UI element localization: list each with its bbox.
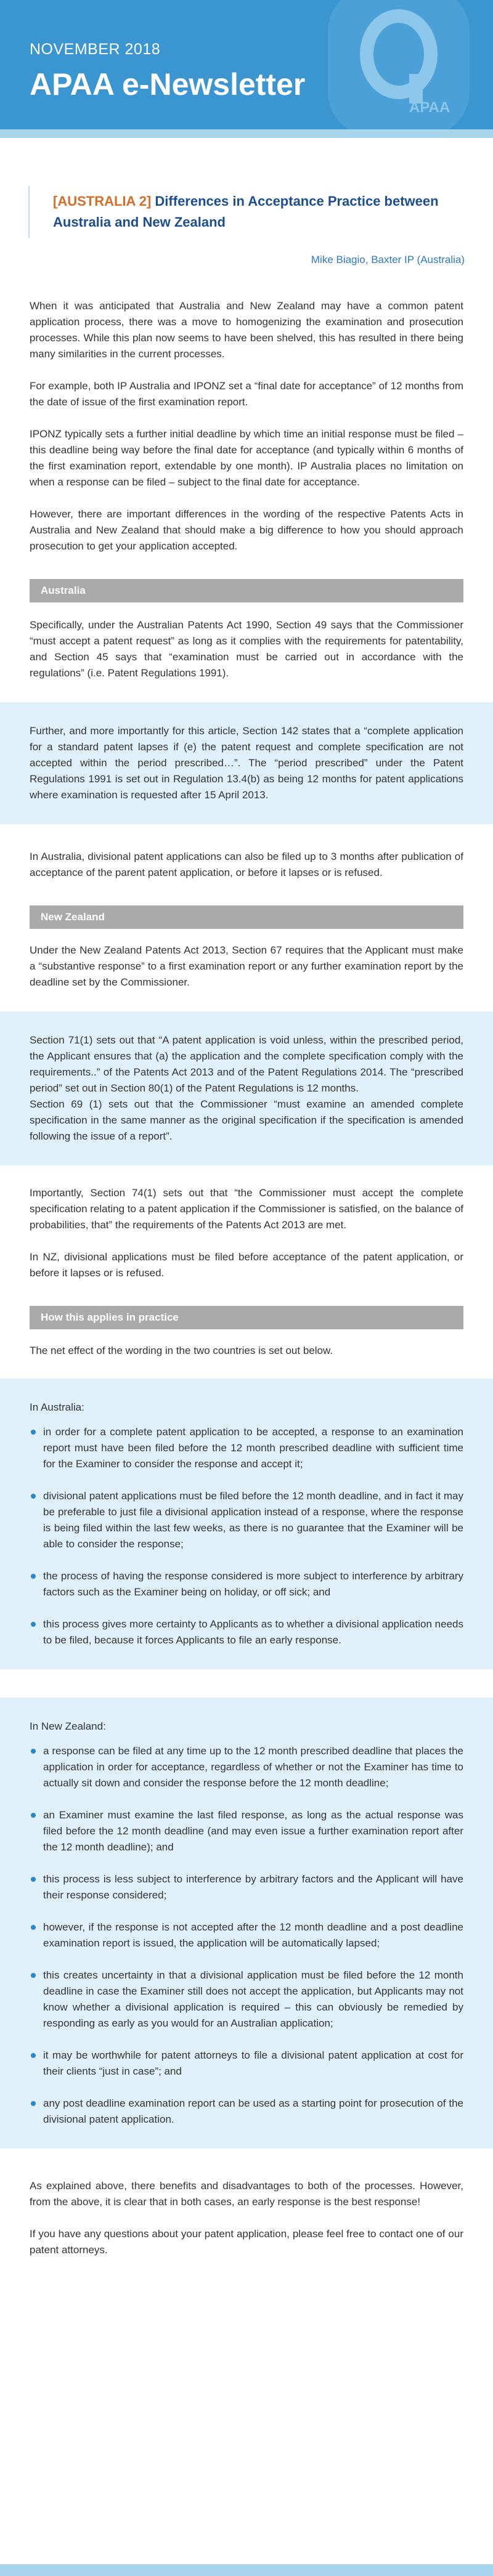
practice-intro — [0, 1343, 493, 1359]
list-item-text: a response can be filed at any time up to the 12 month prescribed deadline that places the application in order for acceptance, regardless of whether or not the Examiner has time to actually sit down and consider the response before the 12 month deadline; — [43, 1745, 463, 1789]
bullet-icon — [31, 1813, 36, 1818]
conclusion-paragraph: If you have any questions about your patent application, please feel free to contact one of our patent attorneys. — [30, 2228, 463, 2256]
bullet-icon — [31, 1973, 36, 1978]
australia-paragraph: Specifically, under the Australian Patents Act 1990, Section 49 says that the Commissioner “must accept a patent request” as long as it complies with the requirements for patentability, and Section 45 says that “examination must be carried out in accordance with the regulations” (i.e. Patent Regulations 1991). — [30, 619, 463, 679]
header-band — [0, 129, 493, 138]
australia-divisional — [0, 849, 493, 881]
bullet-icon — [31, 1622, 36, 1627]
article-title — [53, 191, 465, 233]
conclusion-paragraph: As explained above, there benefits and disadvantages to both of the processes. However, from the above, it is clear that in both cases, an early response is the best response! — [30, 2180, 463, 2208]
list-item-text: an Examiner must examine the last filed response, as long as the actual response was filed before the 12 month deadline (and may even issue a further examination report after the 12 month deadline); and — [43, 1809, 463, 1853]
list-item-text: however, if the response is not accepted after the 12 month deadline and a post deadline examination report is issued, the application will be automatically lapsed; — [43, 1921, 463, 1949]
list-item — [30, 1967, 463, 2031]
intro-paragraph: IPONZ typically sets a further initial deadline by which time an initial response must be filed – this deadline being way before the final date for acceptance (and typically within 6 months of the first examination report, extendable by one month). IP Australia places no limitation on when a response can be filed – subject to the final date for acceptance. — [30, 428, 463, 488]
list-item-text: this process gives more certainty to Applicants as to whether a divisional application needs to be filed, because it forces Applicants to file an early response. — [43, 1618, 463, 1646]
list-item-text: in order for a complete patent application to be accepted, a response to an examination report must have been filed before the 12 month prescribed deadline with sufficient time for the Examiner to consider the response and accept it; — [43, 1426, 463, 1470]
list-item — [30, 1424, 463, 1472]
intro-paragraph: However, there are important differences in the wording of the respective Patents Acts in Australia and New Zealand that should make a big difference to how you should approach prosecution to get your application accepted. — [30, 508, 463, 552]
australia-paragraph: In Australia, divisional patent applications can also be filed up to 3 months after publication of acceptance of the parent patent application, or before it lapses or is refused. — [30, 851, 463, 878]
conclusion-section — [0, 2178, 493, 2258]
australia-practice-list — [0, 1379, 493, 1669]
list-item — [30, 1616, 463, 1648]
bullet-icon — [31, 2053, 36, 2058]
bullet-icon — [31, 2101, 36, 2106]
nz-paragraph: Section 71(1) sets out that “A patent application is void unless, within the prescribed period, the Applicant ensures that (a) the application and the complete specification comply with the requirements..” of the Patents Act 2013 and of the Patent Regulations 2014. The “prescribed period” set out in Section 80(1) of the Patent Regulations is 12 months. — [30, 1034, 463, 1094]
nz-paragraph: Importantly, Section 74(1) sets out that “the Commissioner must accept the complete specification relating to a patent application if the Commissioner is satisfied, on the balance of probabilities, that” the requirements of the Patents Act 2013 are met. — [30, 1187, 464, 1231]
australia-paragraph: Further, and more importantly for this article, Section 142 states that a “complete application for a standard patent lapses if (e) the patent request and complete specification are not accepted within the period prescribed…”. The “period prescribed” under the Patent Regulations 1991 is set out in Regulation 13.4(b) as being 12 months for patent applications where examination is requested after 15 April 2013. — [30, 725, 463, 801]
list-label: In Australia: — [30, 1401, 84, 1413]
list-item — [30, 2047, 463, 2080]
list-label: In New Zealand: — [30, 1720, 106, 1732]
nz-paragraph: Section 69 (1) sets out that the Commissioner “must examine an amended complete specification in the same manner as the original specification if the specification is amended following the issue of a report”. — [30, 1098, 463, 1142]
bullet-icon — [31, 1430, 36, 1435]
list-item — [30, 1488, 463, 1552]
list-item — [30, 1568, 463, 1600]
intro-section — [0, 298, 493, 554]
nz-paragraph: In NZ, divisional applications must be filed before acceptance of the patent application, or before it lapses or is refused. — [30, 1251, 463, 1279]
section-heading-new-zealand: New Zealand — [30, 905, 463, 929]
intro-paragraph: When it was anticipated that Australia and New Zealand may have a common patent application process, there was a move to homogenizing the examination and prosecution processes. While this plan now seems to have been shelved, this has resulted in there being many similarities in the current processes. — [30, 300, 463, 360]
list-item — [30, 1807, 463, 1855]
bullet-icon — [31, 1574, 36, 1579]
list-item-text: the process of having the response considered is more subject to interference by arbitrary factors such as the Examiner being on holiday, or off sick; and — [43, 1570, 463, 1598]
newsletter-title: APAA e-Newsletter — [30, 67, 306, 102]
apaa-logo — [317, 0, 482, 129]
bullet-icon — [31, 1877, 36, 1882]
australia-highlight — [0, 702, 493, 824]
footer-band — [0, 2564, 493, 2576]
bullet-icon — [31, 1925, 36, 1930]
newsletter-header — [0, 0, 493, 129]
list-item — [30, 1871, 463, 1903]
australia-section — [0, 617, 493, 681]
issue-date: NOVEMBER 2018 — [30, 41, 161, 58]
article-title-block — [28, 186, 465, 238]
section-heading-practice: How this applies in practice — [30, 1306, 463, 1329]
list-item-text: it may be worthwhile for patent attorneys to file a divisional patent application at cost for their clients “just in case”; and — [43, 2049, 463, 2077]
article-tag: [AUSTRALIA 2] — [53, 193, 152, 209]
list-item — [30, 1919, 463, 1951]
nz-paragraph: Under the New Zealand Patents Act 2013, Section 67 requires that the Applicant must make a “substantive response” to a first examination report or any further examination report by the deadline set by the Commissioner. — [30, 944, 463, 988]
nz-practice-list — [0, 1698, 493, 2149]
practice-paragraph: The net effect of the wording in the two countries is set out below. — [30, 1345, 333, 1356]
bullet-icon — [31, 1494, 36, 1499]
list-item-text: divisional patent applications must be filed before the 12 month deadline, and in fact it may be preferable to just file a divisional application instead of a response, where the response is being filed within the last few weeks, as there is no guarantee that the Examiner will be able to consider the response; — [43, 1490, 463, 1550]
list-item — [30, 2096, 463, 2128]
list-item-text: this process is less subject to interference by arbitrary factors and the Applicant will have their response considered; — [43, 1873, 463, 1901]
nz-section — [0, 942, 493, 990]
article-title-text: Differences in Acceptance Practice between Australia and New Zealand — [53, 193, 439, 230]
list-item — [30, 1743, 463, 1791]
nz-highlight — [0, 1011, 493, 1165]
section-heading-australia: Australia — [30, 579, 463, 602]
list-item-text: any post deadline examination report can be used as a starting point for prosecution of the divisional patent application. — [43, 2097, 463, 2125]
logo-text: APAA — [409, 99, 450, 116]
list-item-text: this creates uncertainty in that a divisional application must be filed before the 12 month deadline in case the Examiner still does not accept the application, but Applicants may not know whether a divisional application is required – this can obviously be remedied by responding as early as you would for an Australian application; — [43, 1969, 463, 2029]
bullet-icon — [31, 1749, 36, 1754]
intro-paragraph: For example, both IP Australia and IPONZ set a “final date for acceptance” of 12 months from the date of issue of the first examination report. — [30, 380, 463, 408]
nz-acceptance — [0, 1185, 493, 1281]
article-author: Mike Biagio, Baxter IP (Australia) — [311, 254, 465, 265]
